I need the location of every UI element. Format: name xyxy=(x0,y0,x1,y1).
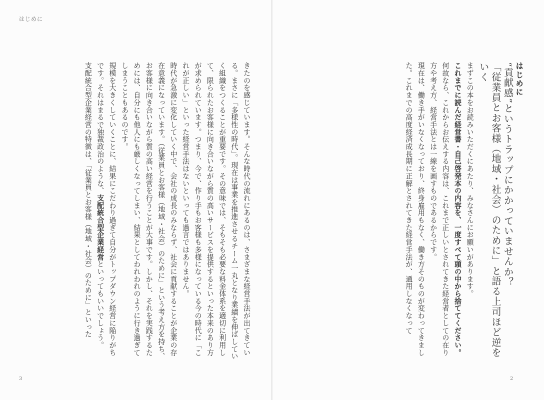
emphasized-paragraph: これまでに読んだ経営書・自己啓発本の内容を、一度すべて頭の中から捨ててください。 xyxy=(453,62,462,356)
body-paragraph xyxy=(94,62,118,362)
chapter-title-line-1: “貢献感”というトラップにかかっていませんか？ xyxy=(501,62,513,288)
body-text: 規模を大きくしていくことに、結果にこだわり過ぎて自分がトップダウン経営に陥りがちです。それはまるで独裁政治のような、支配統合型企業経営といってもいいでしょう。 xyxy=(96,62,117,356)
chapter-title-line-2: 「従業員とお客様（地域・社会）のために」と語る上司ほど逆をいく xyxy=(477,62,501,358)
left-page-body xyxy=(18,62,253,362)
page-number: 3 xyxy=(19,376,23,382)
page-number: 2 xyxy=(510,376,514,382)
body-paragraph: 何故なら、これからお伝えする内容は、これまで正しいとされてきた経営者としての在り方や考え方、経営手法とは一線を画すものであるからです。 xyxy=(429,62,450,356)
body-paragraph: まずこの本をお読みいただくにあたり、みなさんにお願いがあります。 xyxy=(466,62,475,298)
body-paragraph: きたのを感じています。そんな時代の流れにあるのは、さまざまな経営手法が出てきている。まさに「多様性の時代」。現在は事業を推進させるチーム一丸となり業績を伸ばしていく組織をつくることが重要です。その意味では、そもそも必要な料金体系を適切に利用して、限られたお客様に向き合いながら質の高いサービスを提供するといった本来のあり方が求められています。つまり、今で、作り手もお客様も多様になっている今の時代に「これが正しい」といった経営手法はないといっても過言ではありません。 xyxy=(181,62,251,360)
right-page xyxy=(273,0,544,400)
left-page xyxy=(0,0,271,400)
body-paragraph: 時代が急激に変化していく中で、会社の成長のみならず、社会に貢献することが企業の存在意義になっています。（従業員とお客様（地域・社会）のために」という考え方を持ち、お客様に向き合いながら質の高い経営を行うことが大事です。しかし、それを実践するためには、自分にも他人にも厳しくなってしまい、結果としてわれわれのように行き過ぎてしまうこともあるのです。 xyxy=(120,62,178,360)
body-paragraph: 支配統合型企業経営の特徴は、「従業員とお客様（地域・社会）のために」といった xyxy=(84,62,93,338)
section-heading: はじめに xyxy=(515,62,524,97)
bold-phrase: 支配統合型企業経営 xyxy=(96,194,105,261)
body-paragraph: 現在は、働き手がいなくなっており、終身雇用もなく、働き方そのものが変わってきました。これまでの高度経済成長期に正解とされてきた経営手法が、通用しなくなって xyxy=(405,62,426,356)
right-page-body xyxy=(341,62,525,362)
running-head: はじめに xyxy=(19,17,44,23)
